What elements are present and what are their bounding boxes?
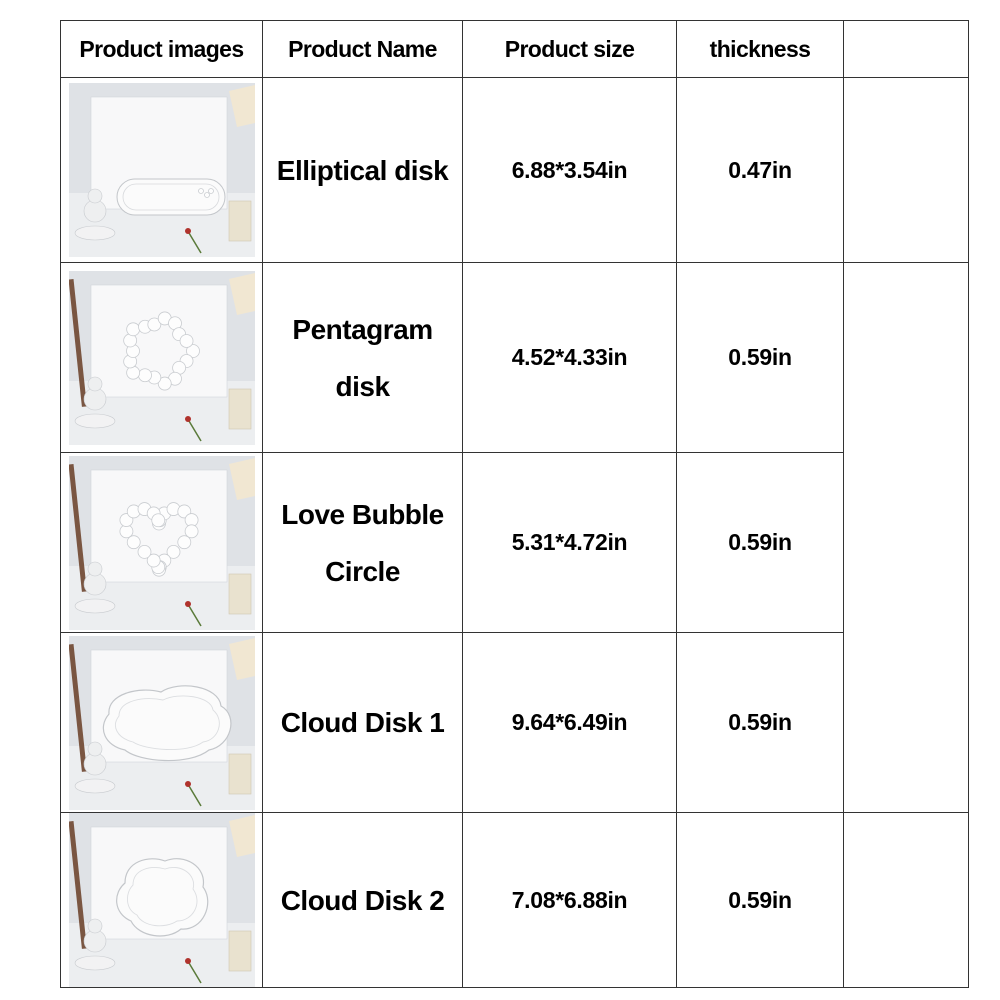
table-row [61, 813, 969, 988]
header-product-images: Product images [61, 21, 263, 78]
product-name-line: Cloud Disk 2 [280, 884, 445, 916]
product-photo-cloud-disk-1 [69, 636, 255, 810]
product-name-line: Pentagram [292, 313, 433, 345]
table-row [61, 263, 969, 453]
product-size: 9.64*6.49in [463, 633, 677, 813]
product-name-cell [263, 813, 463, 988]
product-image-cell [61, 263, 263, 453]
product-name-cell [263, 263, 463, 453]
product-image-cell [61, 453, 263, 633]
product-thickness: 0.47in [677, 78, 844, 263]
product-photo-cloud-disk-2 [69, 813, 255, 987]
product-photo-elliptical-disk [69, 83, 255, 257]
table-row [61, 453, 969, 633]
product-name-line: Circle [325, 555, 400, 587]
header-empty [844, 21, 969, 78]
product-thickness: 0.59in [677, 263, 844, 453]
header-product-size: Product size [463, 21, 677, 78]
blank-cell [844, 813, 969, 988]
product-image-cell [61, 813, 263, 988]
header-row [61, 21, 969, 78]
header-product-name: Product Name [263, 21, 463, 78]
product-size: 5.31*4.72in [463, 453, 677, 633]
product-name-cell [263, 453, 463, 633]
product-name-cell [263, 633, 463, 813]
product-name-line: disk [335, 370, 390, 402]
header-thickness: thickness [677, 21, 844, 78]
blank-cell [844, 78, 969, 263]
product-size: 4.52*4.33in [463, 263, 677, 453]
product-photo-love-bubble-circle [69, 456, 255, 630]
product-photo-pentagram-disk [69, 271, 255, 445]
product-size: 6.88*3.54in [463, 78, 677, 263]
product-size: 7.08*6.88in [463, 813, 677, 988]
product-name-line: Cloud Disk 1 [280, 707, 445, 738]
product-name-cell [263, 78, 463, 263]
product-image-cell [61, 78, 263, 263]
product-thickness: 0.59in [677, 453, 844, 633]
product-spec-table [60, 20, 969, 988]
table-row [61, 78, 969, 263]
product-image-cell [61, 633, 263, 813]
product-thickness: 0.59in [677, 813, 844, 988]
blank-cell-merged [844, 263, 969, 813]
product-name-line: Love Bubble [281, 498, 444, 530]
product-thickness: 0.59in [677, 633, 844, 813]
product-name-line: Elliptical disk [276, 154, 449, 186]
table-row [61, 633, 969, 813]
